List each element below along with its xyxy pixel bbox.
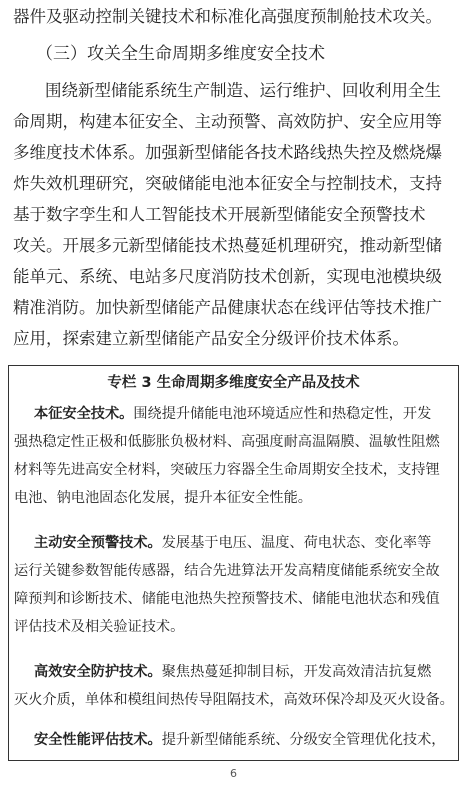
section-3-line: 围绕新型储能系统生产制造、运行维护、回收利用全生 [45, 81, 441, 100]
box-item-first-line [34, 662, 467, 682]
box-item-line: 评估技术及相关验证技术。 [14, 619, 185, 635]
box-item-text: 提升新型储能系统、分级安全管理优化技术， [161, 732, 446, 748]
box-item-first-line [34, 533, 467, 553]
section-3-line: 攻关。开展多元新型储能技术热蔓延机理研究，推动新型储 [13, 236, 442, 255]
column-box-title: 专栏 3 生命周期多维度安全产品及技术 [107, 375, 360, 391]
box-item-line: 强热稳定性正极和低膨胀负极材料、高强度耐高温隔膜、温敏性阻燃 [14, 434, 440, 450]
box-item-line: 运行关键参数智能传感器，结合先进算法开发高精度储能系统安全故 [14, 563, 440, 579]
box-item-text: 围绕提升储能电池环境适应性和热稳定性，开发 [133, 406, 432, 422]
page-number: 6 [230, 767, 237, 780]
box-item-term: 安全性能评估技术。 [34, 732, 162, 748]
box-item-term: 本征安全技术。 [34, 406, 134, 422]
section-3-line: 应用，探索建立新型储能产品安全分级评价技术体系。 [13, 329, 409, 348]
section-3-line: 基于数字孪生和人工智能技术开展新型储能安全预警技术 [13, 205, 426, 224]
box-item-text: 聚焦热蔓延抑制目标，开发高效清洁抗复燃 [161, 664, 432, 680]
section-3-line: 能单元、系统、电站多尺度消防技术创新，实现电池模块级 [13, 267, 442, 286]
box-item-term: 高效安全防护技术。 [34, 664, 162, 680]
section-3-line: 多维度技术体系。加强新型储能各技术路线热失控及燃烧爆 [13, 143, 442, 162]
section-3-line: 炸失效机理研究，突破储能电池本征安全与控制技术，支持 [13, 174, 442, 193]
box-item-first-line [34, 404, 467, 424]
box-item-line: 材料等先进高安全材料，突破压力容器全生命周期安全技术，支持锂 [14, 462, 440, 478]
box-item-first-line [34, 730, 467, 750]
box-item-line: 灭火介质，单体和模组间热传导阻隔技术，高效环保冷却及灭火设备。 [14, 692, 454, 708]
section-3-line: 精准消防。加快新型储能产品健康状态在线评估等技术推广 [13, 298, 442, 317]
box-item-line: 电池、钠电池固态化发展，提升本征安全性能。 [14, 490, 312, 506]
box-item-text: 发展基于电压、温度、荷电状态、变化率等 [161, 535, 432, 551]
top-continuation-line: 器件及驱动控制关键技术和标准化高强度预制舱技术攻关。 [13, 7, 442, 26]
section-3-line: 命周期，构建本征安全、主动预警、高效防护、安全应用等 [13, 112, 442, 131]
box-item-term: 主动安全预警技术。 [34, 535, 162, 551]
box-item-line: 障预判和诊断技术、储能电池热失控预警技术、储能电池状态和残值 [14, 591, 440, 607]
section-3-heading: （三）攻关全生命周期多维度安全技术 [36, 44, 325, 64]
